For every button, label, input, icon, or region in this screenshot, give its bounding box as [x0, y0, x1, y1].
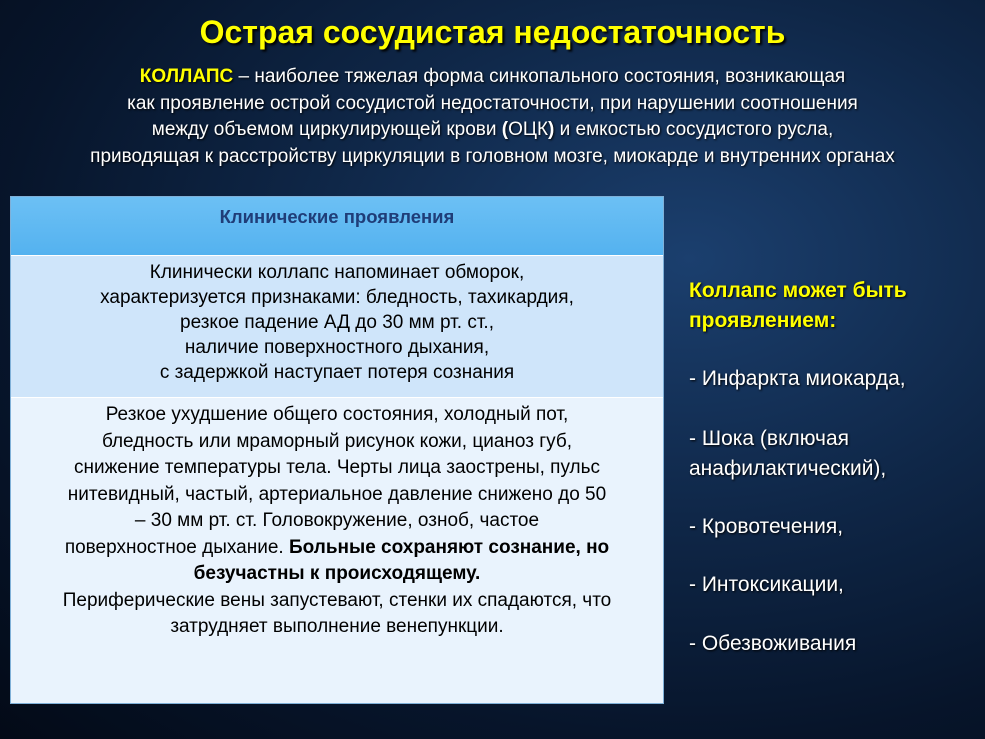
row1-line: с задержкой наступает потеря сознания [159, 362, 515, 383]
side-item-bleeding: - Кровотечения, [689, 515, 844, 538]
row2-line: Резкое ухудшение общего состояния, холодный пот, [105, 404, 569, 425]
row2-line-6 [11, 535, 663, 562]
table-row-2 [11, 397, 663, 703]
side-item-shock: - Шока (включая [689, 427, 850, 450]
table-header: Клинические проявления [11, 197, 663, 255]
side-item-shock-continued: анафилактический), [689, 457, 887, 480]
intro-abbrev: ОЦК [508, 119, 549, 140]
slide-title: Острая сосудистая недостаточность [199, 14, 786, 50]
row2-line: бледность или мраморный рисунок кожи, цианоз губ, [101, 430, 573, 452]
row1-line: резкое падение АД до 30 мм рт. ст., [180, 312, 494, 333]
row2-line-8: Периферические вены запустевают, стенки их спадаются, что [62, 589, 612, 611]
intro-line-3-e: и емкостью сосудистого русла, [554, 119, 834, 140]
intro-paragraph [0, 64, 985, 170]
intro-line-1 [0, 64, 985, 91]
table-row-1 [11, 255, 663, 397]
intro-line-4: приводящая к расстройству циркуляции в головном мозге, миокарде и внутренних органах [90, 145, 895, 167]
side-item-dehydration: - Обезвоживания [689, 632, 857, 655]
side-heading [689, 276, 979, 336]
row1-line: наличие поверхностного дыхания, [184, 337, 490, 358]
row2-line-6-normal: поверхностное дыхание. [64, 536, 289, 558]
intro-line-2: как проявление острой сосудистой недостаточности, при нарушении соотношения [127, 92, 858, 114]
intro-line-1-rest: – наиболее тяжелая форма синкопального состояния, возникающая [233, 66, 846, 87]
row1-line: характеризуется признаками: бледность, тахикардия, [100, 287, 574, 308]
row2-line: снижение температуры тела. Черты лица заострены, пульс [73, 457, 601, 478]
side-item-infarction: - Инфаркта миокарда, [689, 367, 906, 390]
row2-line-7: безучастны к происходящему. [193, 563, 481, 584]
intro-line-3 [0, 117, 985, 144]
intro-paren-open: ( [501, 119, 509, 140]
row2-line-6-bold: Больные сохраняют сознание, но [288, 536, 610, 558]
row1-line: Клинически коллапс напоминает обморок, [149, 262, 525, 283]
row2-line: – 30 мм рт. ст. Головокружение, озноб, частое [134, 510, 540, 531]
row2-line: нитевидный, частый, артериальное давление снижено до 50 [67, 483, 607, 505]
side-item-intoxication: - Интоксикации, [689, 573, 844, 596]
clinical-table [10, 196, 664, 704]
row2-line-9: затрудняет выполнение венепункции. [170, 616, 504, 637]
side-heading-line-2: проявлением: [689, 309, 837, 332]
side-heading-line-1: Коллапс может быть [689, 279, 907, 302]
intro-paren-close: ) [548, 119, 555, 140]
intro-line-3-a: между объемом циркулирующей крови [151, 119, 502, 140]
intro-keyword: КОЛЛАПС [139, 66, 234, 87]
